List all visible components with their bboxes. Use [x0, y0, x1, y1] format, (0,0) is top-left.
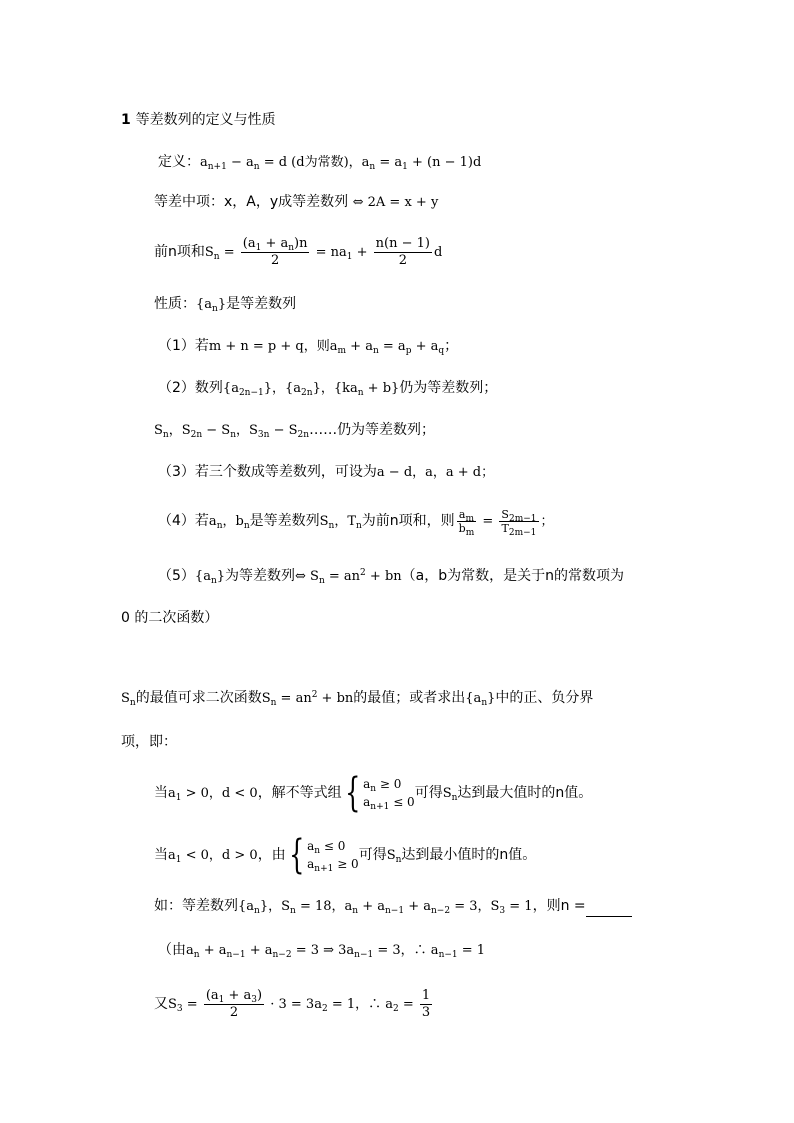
property-5: [158, 566, 624, 587]
property-1-formula: m + n = p + q，则$a_m + a_n = a_p + a_q$: [208, 339, 445, 356]
definition-formula: $a_{n+1} - a_n = d$ (d为常数)，$a_n = a_1 + (n - 1)d$: [200, 155, 482, 172]
property-4: [158, 508, 554, 538]
case-max-when: 当: [154, 785, 168, 801]
properties-line: [154, 294, 296, 315]
case-min-sn: $S_n$: [386, 848, 402, 865]
property-5-label: （5）: [158, 568, 195, 584]
case-max-obtain: 可得: [414, 785, 443, 801]
property-2-sums: [154, 420, 435, 441]
extremum-text-2: 的最值；或者求出: [353, 690, 466, 706]
case-max-sn: $S_n$: [442, 786, 458, 803]
property-2: [158, 378, 497, 399]
answer-blank[interactable]: [586, 902, 632, 917]
property-1-label: （1）若: [158, 338, 209, 354]
extremum-text-3: 中的正、负分界: [495, 690, 594, 706]
case-min-result: 达到最小值时的n值。: [401, 847, 537, 863]
solution-line-1: [158, 940, 485, 961]
property-1: [158, 336, 458, 357]
section-number: 1: [121, 112, 131, 128]
property-2-tail: 仍为等差数列；: [399, 380, 498, 396]
property-1-tail: ；: [444, 338, 459, 354]
property-5-continued: 0 的二次函数）: [121, 610, 219, 626]
property-2-sums-tail: ……仍为等差数列；: [309, 422, 436, 438]
solution-line-2: [154, 988, 434, 1021]
property-4-an-bn: $a_n$，$b_n$: [208, 514, 250, 531]
case-max-system: $a_n \ge 0$ $a_{n+1} \le 0$: [363, 777, 415, 812]
arithmetic-mean-label: 等差中项：x，A，y成等差数列: [154, 194, 349, 210]
case-min-by: ，由: [257, 847, 286, 863]
property-2-sums-formula: $S_n$，$S_{2n} - S_n$，$S_{3n} - S_{2n}$: [154, 423, 310, 440]
case-max-result: 达到最大值时的n值。: [457, 785, 593, 801]
property-4-sn-tn: $S_n$，$T_n$: [319, 514, 362, 531]
case-min: [154, 832, 536, 879]
sum-formula: $S_n$ = $\frac{(a_1 + a_n)n}{2}$ = $na_1$ + $\frac{n(n - 1)}{2}$ d: [204, 236, 443, 268]
solution-1-formula: $a_n + a_{n-1} + a_{n-2} = 3$ ⇒ $3a_{n-1} = 3$，∴ $a_{n-1} = 1$: [186, 943, 486, 960]
case-max-solve: ，解不等式组: [257, 785, 342, 801]
arithmetic-mean-line: [154, 192, 438, 213]
solution-2-formula: $S_3$ = $\frac{(a_1 + a_3)}{2}$ · $3 = 3a_2 = 1$，∴ $a_2$ = $\frac{1}{3}$: [168, 988, 431, 1020]
arithmetic-mean-formula: ⇔ 2A = x + y: [352, 195, 439, 210]
property-4-formula: $\frac{a_m}{b_m}$ = $\frac{S_{2m-1}}{T_{2m-1}}$ ；: [458, 508, 554, 538]
properties-tail: 是等差数列: [226, 296, 297, 312]
left-brace-icon: {: [344, 770, 361, 816]
extremum-text-1: 的最值可求二次函数: [135, 690, 262, 706]
property-3: [158, 462, 494, 483]
extremum-continued: 项，即：: [121, 734, 177, 750]
property-3-text: （3）若三个数成等差数列，可设为: [158, 464, 377, 480]
property-3-formula: a − d，a，a + d；: [376, 465, 495, 480]
solution-2-label: 又: [154, 996, 168, 1012]
properties-label: 性质：: [154, 296, 196, 312]
case-min-condition: $a_1 < 0$，d > 0: [168, 848, 258, 865]
definition-label: 定义：: [158, 154, 200, 170]
property-2-label: （2）数列: [158, 380, 223, 396]
example-question: ，则n =: [532, 898, 586, 914]
property-5-mid: 为等差数列: [225, 568, 296, 584]
sum-label: 前n项和: [154, 244, 205, 260]
property-4-mid2: 为前n项和，则: [361, 513, 455, 529]
definition-line: [158, 152, 481, 173]
sequence-an: $\{a_n\}$: [196, 297, 227, 314]
property-4-mid: 是等差数列: [249, 513, 320, 529]
case-min-system: $a_n \le 0$ $a_{n+1} \ge 0$: [307, 839, 359, 874]
example-label: 如：等差数列: [154, 898, 238, 914]
property-5-tail: （a，b为常数，是关于n的常数项为: [401, 568, 624, 584]
solution-1-label: （由: [158, 942, 186, 958]
property-5-formula: ⇔ $S_n = an^2$ + bn: [295, 568, 402, 586]
case-min-obtain: 可得: [358, 847, 387, 863]
case-max-condition: $a_1 > 0$，d < 0: [168, 786, 258, 803]
case-min-when: 当: [154, 847, 168, 863]
extremum-sn: $S_n$: [121, 691, 136, 708]
example-line: [154, 896, 632, 917]
property-5-an: $\{a_n\}$: [194, 569, 226, 586]
extremum-quadratic: $S_n = an^2$ + bn: [261, 690, 354, 708]
property-4-label: （4）若: [158, 513, 209, 529]
section-title: 等差数列的定义与性质: [135, 112, 276, 128]
example-conditions: $\{a_n\}$，$S_n = 18$，$a_n + a_{n-1} + a_{n-2} = 3$，$S_3 = 1$: [238, 899, 533, 916]
left-brace-icon: {: [288, 832, 305, 878]
property-2-formula: $\{a_{2n-1}\}$，$\{a_{2n}\}$，$\{ka_n + b\}$: [222, 381, 400, 398]
sum-formula-line: [154, 236, 442, 269]
extremum-an: $\{a_n\}$: [465, 691, 496, 708]
case-max: [154, 770, 592, 817]
extremum-line: [121, 688, 593, 709]
section-heading: [121, 110, 276, 130]
